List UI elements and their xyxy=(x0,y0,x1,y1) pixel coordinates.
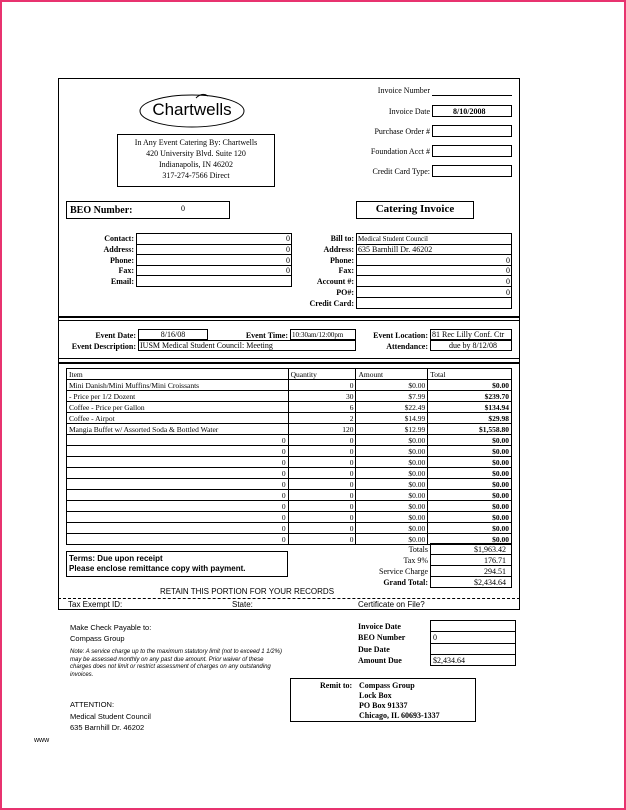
amount-cell: $0.00 xyxy=(356,457,428,468)
event-description-label: Event Description: xyxy=(71,342,136,351)
quantity-cell: 0 xyxy=(288,534,356,545)
column-header: Quantity xyxy=(288,369,356,380)
invoice-number-label: Invoice Number xyxy=(377,86,430,95)
amount-cell: $14.99 xyxy=(356,413,428,424)
quantity-cell: 0 xyxy=(288,468,356,479)
contact-phone-label: Phone: xyxy=(110,256,134,265)
event-time-label: Event Time: xyxy=(245,331,288,340)
service-charge-value: 294.51 xyxy=(484,567,506,576)
grand-total-label: Grand Total: xyxy=(383,578,428,587)
column-header: Amount xyxy=(356,369,428,380)
company-address-box xyxy=(117,134,275,187)
event-description-field[interactable] xyxy=(138,340,356,351)
quantity-cell: 30 xyxy=(288,391,356,402)
bill-phone-label: Phone: xyxy=(330,256,354,265)
event-date-field[interactable] xyxy=(138,329,208,340)
quantity-cell: 6 xyxy=(288,402,356,413)
remit-to-label: Remit to: xyxy=(320,681,353,690)
beo-number-value: 0 xyxy=(181,204,185,213)
bill-phone-value: 0 xyxy=(506,256,510,265)
attendance-value: due by 8/12/08 xyxy=(449,341,497,350)
amount-cell: $0.00 xyxy=(356,534,428,545)
table-row xyxy=(67,391,512,402)
item-cell: 0 xyxy=(67,534,289,545)
event-location-value: 81 Rec Lilly Conf. Ctr xyxy=(432,330,505,339)
quantity-cell: 0 xyxy=(288,446,356,457)
quantity-cell: 0 xyxy=(288,380,356,391)
total-cell: $0.00 xyxy=(428,512,512,523)
remit-beo-number-label: BEO Number xyxy=(358,633,406,642)
table-header-row xyxy=(67,369,512,380)
item-cell: Coffee - Airpot xyxy=(67,413,289,424)
remit-due-date-label: Due Date xyxy=(358,645,390,654)
foundation-acct-label: Foundation Acct # xyxy=(370,147,430,156)
page-title: Catering Invoice xyxy=(375,203,455,215)
attention-line: Medical Student Council xyxy=(70,712,151,721)
attention-label: ATTENTION: xyxy=(70,700,115,709)
total-cell: $0.00 xyxy=(428,457,512,468)
total-cell: $0.00 xyxy=(428,380,512,391)
contact-phone-value: 0 xyxy=(286,256,290,265)
company-line: 420 University Blvd. Suite 120 xyxy=(146,149,246,158)
section-divider xyxy=(58,358,520,359)
payable-label: Make Check Payable to: xyxy=(70,623,152,632)
quantity-cell: 120 xyxy=(288,424,356,435)
total-cell: $0.00 xyxy=(428,435,512,446)
table-row xyxy=(67,501,512,512)
purchase-order-field[interactable] xyxy=(432,125,512,137)
remit-beo-value: 0 xyxy=(433,633,437,642)
total-cell: $0.00 xyxy=(428,468,512,479)
retain-notice: RETAIN THIS PORTION FOR YOUR RECORDS xyxy=(159,587,335,596)
remit-to-line: Compass Group xyxy=(359,681,415,690)
tear-line xyxy=(58,598,520,599)
bill-credit-card-label: Credit Card: xyxy=(309,299,354,308)
amount-cell: $0.00 xyxy=(356,490,428,501)
bill-po-label: PO#: xyxy=(336,288,354,297)
terms-line: Terms: Due upon receipt xyxy=(69,554,163,563)
amount-cell: $0.00 xyxy=(356,512,428,523)
event-date-value: 8/16/08 xyxy=(160,330,186,339)
tax-value: 176.71 xyxy=(484,556,506,565)
credit-card-type-field[interactable] xyxy=(432,165,512,177)
quantity-cell: 0 xyxy=(288,490,356,501)
contact-email-label: Email: xyxy=(110,277,134,286)
attendance-field[interactable] xyxy=(430,340,512,351)
company-line: Indianapolis, IN 46202 xyxy=(159,160,233,169)
section-divider xyxy=(58,362,520,364)
foundation-acct-field[interactable] xyxy=(432,145,512,157)
table-row xyxy=(67,457,512,468)
amount-cell: $0.00 xyxy=(356,501,428,512)
total-cell: $0.00 xyxy=(428,490,512,501)
column-header: Total xyxy=(428,369,512,380)
item-cell: Coffee - Price per Gallon xyxy=(67,402,289,413)
event-description-value: IUSM Medical Student Council: Meeting xyxy=(140,341,273,350)
company-line: 317-274-7566 Direct xyxy=(162,171,230,180)
table-row xyxy=(67,424,512,435)
quantity-cell: 0 xyxy=(288,512,356,523)
bill-account-value: 0 xyxy=(506,277,510,286)
watermark-text: www xyxy=(34,737,50,744)
contact-label: Contact: xyxy=(104,234,134,243)
item-cell: 0 xyxy=(67,512,289,523)
amount-cell: $0.00 xyxy=(356,446,428,457)
invoice-number-field[interactable] xyxy=(432,95,512,96)
bill-to-label: Bill to: xyxy=(330,234,354,243)
event-time-field[interactable] xyxy=(290,329,356,340)
terms-line: Please enclose remittance copy with payment. xyxy=(69,564,246,573)
logo-text: Chartwells xyxy=(152,100,232,119)
total-cell: $29.98 xyxy=(428,413,512,424)
bill-fax-value: 0 xyxy=(506,266,510,275)
remit-to-line: Chicago, IL 60693-1337 xyxy=(359,711,440,720)
total-cell: $239.70 xyxy=(428,391,512,402)
total-cell: $134.94 xyxy=(428,402,512,413)
table-row xyxy=(67,446,512,457)
contact-address-value: 0 xyxy=(286,245,290,254)
beo-number-label: BEO Number: xyxy=(70,205,133,216)
total-cell: $1,558.80 xyxy=(428,424,512,435)
section-divider xyxy=(58,320,520,321)
totals-value: $1,963.42 xyxy=(474,545,506,554)
amount-cell: $0.00 xyxy=(356,380,428,391)
payable-name: Compass Group xyxy=(70,634,125,643)
amount-cell: $12.99 xyxy=(356,424,428,435)
terms-box xyxy=(66,551,288,577)
quantity-cell: 0 xyxy=(288,479,356,490)
remit-amount-due-label: Amount Due xyxy=(358,656,402,665)
table-row xyxy=(67,413,512,424)
bill-to-value: Medical Student Council xyxy=(358,235,428,243)
item-cell: 0 xyxy=(67,523,289,534)
column-header: Item xyxy=(67,369,289,380)
beo-number-box xyxy=(66,201,230,219)
amount-cell: $7.99 xyxy=(356,391,428,402)
section-divider xyxy=(58,316,520,318)
table-row xyxy=(67,380,512,391)
remit-amount-due-value: $2,434.64 xyxy=(433,656,465,665)
table-row xyxy=(67,490,512,501)
bill-po-value: 0 xyxy=(506,288,510,297)
item-cell: - Price per 1/2 Dozent xyxy=(67,391,289,402)
state-label: State: xyxy=(232,600,253,609)
total-cell: $0.00 xyxy=(428,446,512,457)
table-row xyxy=(67,402,512,413)
total-cell: $0.00 xyxy=(428,523,512,534)
total-cell: $0.00 xyxy=(428,501,512,512)
catering-invoice-title-box xyxy=(356,201,474,219)
remit-to-line: PO Box 91337 xyxy=(359,701,408,710)
event-location-field[interactable] xyxy=(430,329,512,340)
item-cell: 0 xyxy=(67,457,289,468)
item-cell: 0 xyxy=(67,490,289,501)
event-date-label: Event Date: xyxy=(95,331,136,340)
event-location-label: Event Location: xyxy=(373,331,428,340)
tax-exempt-label: Tax Exempt ID: xyxy=(68,600,123,609)
item-cell: Mini Danish/Mini Muffins/Mini Croissants xyxy=(67,380,289,391)
item-cell: 0 xyxy=(67,479,289,490)
contact-fax-value: 0 xyxy=(286,266,290,275)
items-table xyxy=(66,368,512,545)
remit-invoice-date-label: Invoice Date xyxy=(358,622,401,631)
amount-cell: $0.00 xyxy=(356,523,428,534)
contact-value: 0 xyxy=(286,234,290,243)
quantity-cell: 2 xyxy=(288,413,356,424)
attention-line: 635 Barnhill Dr. 46202 xyxy=(70,723,145,732)
service-charge-label: Service Charge xyxy=(379,567,428,576)
contact-fax-label: Fax: xyxy=(118,266,134,275)
item-cell: 0 xyxy=(67,435,289,446)
certificate-label: Certificate on File? xyxy=(358,600,425,609)
bill-account-label: Account #: xyxy=(316,277,354,286)
item-cell: 0 xyxy=(67,468,289,479)
contact-address-label: Address: xyxy=(103,245,134,254)
amount-cell: $22.49 xyxy=(356,402,428,413)
remit-to-line: Lock Box xyxy=(359,691,392,700)
invoice-date-value: 8/10/2008 xyxy=(453,107,486,116)
total-cell: $0.00 xyxy=(428,534,512,545)
total-cell: $0.00 xyxy=(428,479,512,490)
bill-fax-label: Fax: xyxy=(338,266,354,275)
table-row xyxy=(67,435,512,446)
table-row xyxy=(67,479,512,490)
bill-address-label: Address: xyxy=(323,245,354,254)
remit-to-box xyxy=(290,678,476,722)
item-cell: Mangia Buffet w/ Assorted Soda & Bottled Water xyxy=(67,424,289,435)
amount-cell: $0.00 xyxy=(356,479,428,490)
service-charge-note: Note: A service charge up to the maximum statutory limit (not to exceed 1 1/2%) may be assessed monthly on any past due amount. Prior waiver of these charges does not limit or restrict assessment of charges on any outstanding invoices. xyxy=(70,649,282,678)
table-row xyxy=(67,523,512,534)
quantity-cell: 0 xyxy=(288,435,356,446)
credit-card-type-label: Credit Card Type: xyxy=(372,167,430,176)
event-time-value: 10:30am/12:00pm xyxy=(292,331,344,339)
quantity-cell: 0 xyxy=(288,523,356,534)
table-row xyxy=(67,468,512,479)
invoice-date-field[interactable] xyxy=(432,105,512,117)
bill-address-value: 635 Barnhill Dr. 46202 xyxy=(358,245,433,254)
chartwells-logo xyxy=(138,88,246,130)
amount-cell: $0.00 xyxy=(356,435,428,446)
grand-total-value: $2,434.64 xyxy=(474,578,506,587)
invoice-date-label: Invoice Date xyxy=(388,107,430,116)
table-row xyxy=(67,512,512,523)
purchase-order-label: Purchase Order # xyxy=(374,127,430,136)
company-line: In Any Event Catering By: Chartwells xyxy=(134,138,258,147)
attendance-label: Attendance: xyxy=(386,342,428,351)
amount-cell: $0.00 xyxy=(356,468,428,479)
tax-label: Tax 9% xyxy=(403,556,428,565)
item-cell: 0 xyxy=(67,446,289,457)
quantity-cell: 0 xyxy=(288,501,356,512)
quantity-cell: 0 xyxy=(288,457,356,468)
totals-label: Totals xyxy=(408,545,428,554)
item-cell: 0 xyxy=(67,501,289,512)
